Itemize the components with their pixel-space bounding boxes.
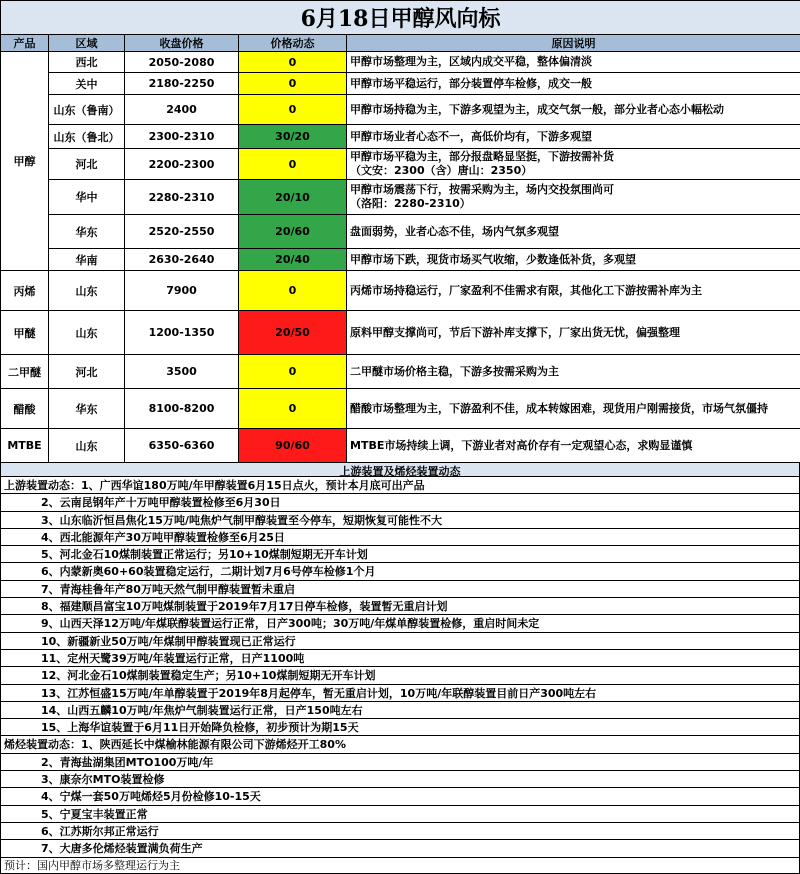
table-row <box>1 311 800 355</box>
region-cell: 河北 <box>49 149 125 180</box>
change-cell: 20/10 <box>239 180 347 215</box>
table-row <box>1 125 800 149</box>
list-item <box>1 581 799 598</box>
reason-cell <box>347 429 800 463</box>
table-row <box>1 73 800 95</box>
region-cell: 山东 <box>49 271 125 311</box>
change-cell: 90/60 <box>239 429 347 463</box>
change-cell: 20/60 <box>239 215 347 249</box>
reason-cell <box>347 215 800 249</box>
reason-line: 丙烯市场持稳运行，厂家盈利不佳需求有限，其他化工下游按需补库为主 <box>350 284 797 298</box>
list-item <box>1 494 799 511</box>
list-text: 4、西北能源年产30万吨甲醇装置检修至6月25日 <box>41 531 285 544</box>
table-row <box>1 95 800 125</box>
table-row <box>1 429 800 463</box>
list-item <box>1 477 799 494</box>
reason-cell <box>347 95 800 125</box>
list-text: 5、河北金石10煤制装置正常运行；另10+10煤制短期无开车计划 <box>41 548 368 561</box>
table-row <box>1 149 800 180</box>
reason-line: 盘面弱势，业者心态不佳，场内气氛多观望 <box>350 225 797 239</box>
reason-line: 二甲醚市场价格主稳，下游多按需采购为主 <box>350 365 797 379</box>
list-item <box>1 615 799 632</box>
price-cell: 1200-1350 <box>125 311 239 355</box>
reason-cell <box>347 180 800 215</box>
list-item <box>1 806 799 823</box>
list-item <box>1 633 799 650</box>
table-row <box>1 215 800 249</box>
list-item <box>1 754 799 771</box>
reason-line: （洛阳：2280-2310） <box>350 197 797 211</box>
change-cell: 0 <box>239 73 347 95</box>
table-header <box>1 35 800 52</box>
section-bar: 上游装置及烯烃装置动态 <box>0 463 800 477</box>
reason-line: 甲醇市场持稳为主，下游多观望为主，成交气氛一般，部分业者心态小幅松动 <box>350 103 797 117</box>
reason-line: 甲醇市场平稳运行，部分装置停车检修，成交一般 <box>350 77 797 91</box>
reason-cell <box>347 73 800 95</box>
list-item <box>1 719 799 736</box>
region-cell: 华南 <box>49 249 125 271</box>
price-cell: 2280-2310 <box>125 180 239 215</box>
list-text: 6、江苏斯尔邦正常运行 <box>41 825 159 838</box>
reason-line: （文安：2300（含）唐山：2350） <box>350 164 797 178</box>
change-cell: 0 <box>239 52 347 73</box>
price-cell: 8100-8200 <box>125 389 239 429</box>
list-text: 7、大唐多伦烯烃装置满负荷生产 <box>41 842 203 855</box>
list-prefix: 烯烃装置动态： <box>4 738 81 751</box>
table-row <box>1 271 800 311</box>
list-item <box>1 529 799 546</box>
reason-cell <box>347 355 800 389</box>
product-cell: 二甲醚 <box>1 355 49 389</box>
region-cell: 山东（鲁北） <box>49 125 125 149</box>
region-cell: 河北 <box>49 355 125 389</box>
header-reason: 原因说明 <box>347 35 800 52</box>
list-text: 8、福建顺昌富宝10万吨煤制装置于2019年7月17日停车检修，装置暂无重启计划 <box>41 600 448 613</box>
list-text: 7、青海桂鲁年产80万吨天然气制甲醇装置暂未重启 <box>41 583 295 596</box>
list-item <box>1 667 799 684</box>
table-row <box>1 389 800 429</box>
price-cell: 2520-2550 <box>125 215 239 249</box>
list-text: 6、内蒙新奥60+60装置稳定运行，二期计划7月6号停车检修1个月 <box>41 565 375 578</box>
list-text: 12、河北金石10煤制装置稳定生产；另10+10煤制短期无开车计划 <box>41 669 375 682</box>
region-cell: 华中 <box>49 180 125 215</box>
change-cell: 0 <box>239 95 347 125</box>
reason-cell <box>347 249 800 271</box>
header-price: 收盘价格 <box>125 35 239 52</box>
reason-cell <box>347 149 800 180</box>
change-cell: 0 <box>239 271 347 311</box>
olefin-section <box>0 736 800 857</box>
upstream-section <box>0 477 800 736</box>
region-cell: 西北 <box>49 52 125 73</box>
change-cell: 0 <box>239 355 347 389</box>
change-cell: 0 <box>239 149 347 180</box>
product-cell: MTBE <box>1 429 49 463</box>
table-row <box>1 180 800 215</box>
region-cell: 山东（鲁南） <box>49 95 125 125</box>
list-item <box>1 702 799 719</box>
header-change: 价格动态 <box>239 35 347 52</box>
reason-line: 甲醇市场平稳为主，部分报盘略显坚挺，下游按需补货 <box>350 150 797 164</box>
change-cell: 0 <box>239 389 347 429</box>
header-product: 产品 <box>1 35 49 52</box>
region-cell: 山东 <box>49 311 125 355</box>
reason-cell <box>347 311 800 355</box>
reason-line: 甲醇市场下跌，现货市场买气收缩，少数逢低补货，多观望 <box>350 253 797 267</box>
reason-line: 原料甲醇支撑尚可，节后下游补库支撑下，厂家出货无忧，偏强整理 <box>350 326 797 340</box>
price-cell: 7900 <box>125 271 239 311</box>
list-item <box>1 650 799 667</box>
list-text: 2、云南昆钢年产十万吨甲醇装置检修至6月30日 <box>41 496 281 509</box>
list-text: 1、陕西延长中煤榆林能源有限公司下游烯烃开工80% <box>81 738 346 751</box>
price-cell: 2200-2300 <box>125 149 239 180</box>
region-cell: 华东 <box>49 215 125 249</box>
reason-cell <box>347 125 800 149</box>
list-item <box>1 823 799 840</box>
page-title: 6月18日甲醇风向标 <box>1 1 800 35</box>
list-text: 4、宁煤一套50万吨烯烃5月份检修10-15天 <box>41 790 261 803</box>
reason-line: MTBE市场持续上调，下游业者对高价存有一定观望心态，求购显谨慎 <box>350 439 797 453</box>
price-cell: 2630-2640 <box>125 249 239 271</box>
reason-cell <box>347 389 800 429</box>
product-cell: 丙烯 <box>1 271 49 311</box>
list-text: 1、广西华谊180万吨/年甲醇装置6月15日点火，预计本月底可出产品 <box>81 479 425 492</box>
list-text: 3、康奈尔MTO装置检修 <box>41 773 164 786</box>
price-cell: 2300-2310 <box>125 125 239 149</box>
list-item <box>1 771 799 788</box>
reason-cell <box>347 271 800 311</box>
list-item <box>1 840 799 857</box>
list-text: 13、江苏恒盛15万吨/年单醇装置于2019年8月起停车，暂无重启计划，10万吨/年联醇装置目前日产300吨左右 <box>41 687 596 700</box>
product-cell: 甲醚 <box>1 311 49 355</box>
list-text: 10、新疆新业50万吨/年煤制甲醇装置现已正常运行 <box>41 635 296 648</box>
list-item <box>1 563 799 580</box>
list-text: 14、山西五麟10万吨/年焦炉气制装置运行正常，日产150吨左右 <box>41 704 363 717</box>
list-item <box>1 512 799 529</box>
list-item <box>1 546 799 563</box>
region-cell: 关中 <box>49 73 125 95</box>
reason-line: 甲醇市场业者心态不一，高低价均有，下游多观望 <box>350 130 797 144</box>
list-prefix: 上游装置动态： <box>4 479 81 492</box>
list-text: 5、宁夏宝丰装置正常 <box>41 808 148 821</box>
list-text: 9、山西天泽12万吨/年煤联醇装置运行正常，日产300吨；30万吨/年煤单醇装置检修，重启时间未定 <box>41 617 539 630</box>
list-text: 2、青海盐湖集团MTO100万吨/年 <box>41 756 213 769</box>
list-text: 15、上海华谊装置于6月11日开始降负检修，初步预计为期15天 <box>41 721 359 734</box>
price-cell: 2050-2080 <box>125 52 239 73</box>
list-item <box>1 788 799 805</box>
region-cell: 华东 <box>49 389 125 429</box>
table-row <box>1 52 800 73</box>
forecast: 预计：国内甲醇市场多整理运行为主 <box>0 858 800 874</box>
change-cell: 30/20 <box>239 125 347 149</box>
product-cell: 醋酸 <box>1 389 49 429</box>
product-cell: 甲醇 <box>1 52 49 271</box>
list-item <box>1 685 799 702</box>
table-row <box>1 355 800 389</box>
reason-line: 醋酸市场整理为主，下游盈利不佳，成本转嫁困难，现货用户刚需接货，市场气氛僵持 <box>350 402 797 416</box>
price-cell: 6350-6360 <box>125 429 239 463</box>
list-item <box>1 598 799 615</box>
price-cell: 2400 <box>125 95 239 125</box>
table-row <box>1 249 800 271</box>
header-region: 区域 <box>49 35 125 52</box>
reason-line: 甲醇市场整理为主，区域内成交平稳，整体偏清淡 <box>350 55 797 69</box>
price-cell: 2180-2250 <box>125 73 239 95</box>
list-text: 3、山东临沂恒昌焦化15万吨/吨焦炉气制甲醇装置至今停车，短期恢复可能性不大 <box>41 514 442 527</box>
region-cell: 山东 <box>49 429 125 463</box>
list-item <box>1 736 799 753</box>
change-cell: 20/40 <box>239 249 347 271</box>
list-text: 11、定州天鹭39万吨/年装置运行正常，日产1100吨 <box>41 652 304 665</box>
reason-cell <box>347 52 800 73</box>
reason-line: 甲醇市场震荡下行，按需采购为主，场内交投氛围尚可 <box>350 183 797 197</box>
price-cell: 3500 <box>125 355 239 389</box>
change-cell: 20/50 <box>239 311 347 355</box>
